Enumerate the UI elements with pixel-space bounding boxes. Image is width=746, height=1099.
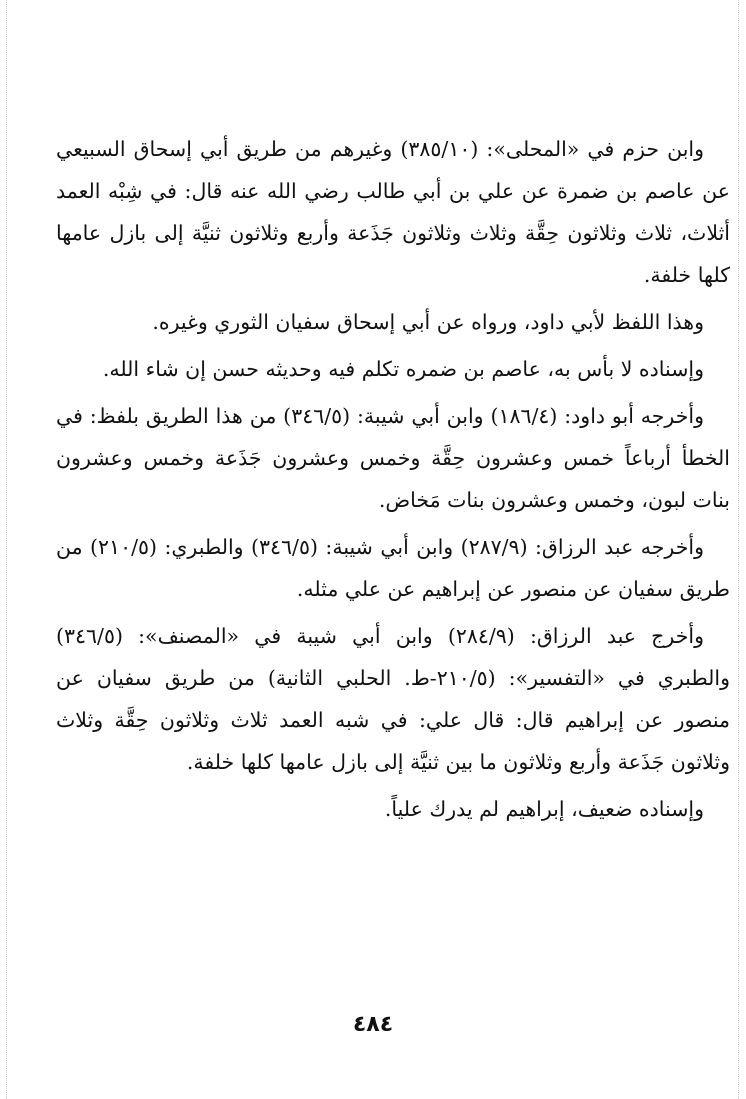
paragraph: وأخرجه عبد الرزاق: (٢٨٧/٩) وابن أبي شيبة: (٣٤٦/٥) والطبري: (٢١٠/٥) من طريق سفيان عن منصور عن إبراهيم عن علي مثله. [56,535,730,601]
paragraph: وإسناده لا بأس به، عاصم بن ضمره تكلم فيه وحديثه حسن إن شاء الله. [102,357,704,381]
page-number: ٤٨٤ [352,1012,394,1037]
paragraph: وإسناده ضعيف، إبراهيم لم يدرك علياً. [384,797,704,821]
scan-edge-left [6,0,7,1099]
scan-edge-right [738,0,739,1099]
page-body [56,128,730,835]
paragraph: وابن حزم في «المحلى»: (٣٨٥/١٠) وغيرهم من طريق أبي إسحاق السبيعي عن عاصم بن ضمرة عن علي بن أبي طالب رضي الله عنه قال: في شِبْه العمد أثلاث، ثلاث وثلاثون حِقَّة وثلاث وثلاثون جَذَعة وأربع وثلاثون ثنيَّة إلى بازل عامها كلها خلفة. [56,137,730,287]
paragraph: وهذا اللفظ لأبي داود، ورواه عن أبي إسحاق سفيان الثوري وغيره. [152,310,704,334]
paragraph: وأخرجه أبو داود: (١٨٦/٤) وابن أبي شيبة: (٣٤٦/٥) من هذا الطريق بلفظ: في الخطأ أرباعاً خمس وعشرون حِقَّة وخمس وعشرون جَذَعة وخمس وعشرون بنات لبون، وخمس وعشرون بنات مَخاض. [56,404,730,512]
paragraph: وأخرج عبد الرزاق: (٢٨٤/٩) وابن أبي شيبة في «المصنف»: (٣٤٦/٥) والطبري في «التفسير»: (٢١٠/٥-ط. الحلبي الثانية) من طريق سفيان عن منصور عن إبراهيم قال: قال علي: في شبه العمد ثلاث وثلاثون حِقَّة وثلاث وثلاثون جَذَعة وأربع وثلاثون ما بين ثنيَّة إلى بازل عامها كلها خلفة. [56,624,730,774]
